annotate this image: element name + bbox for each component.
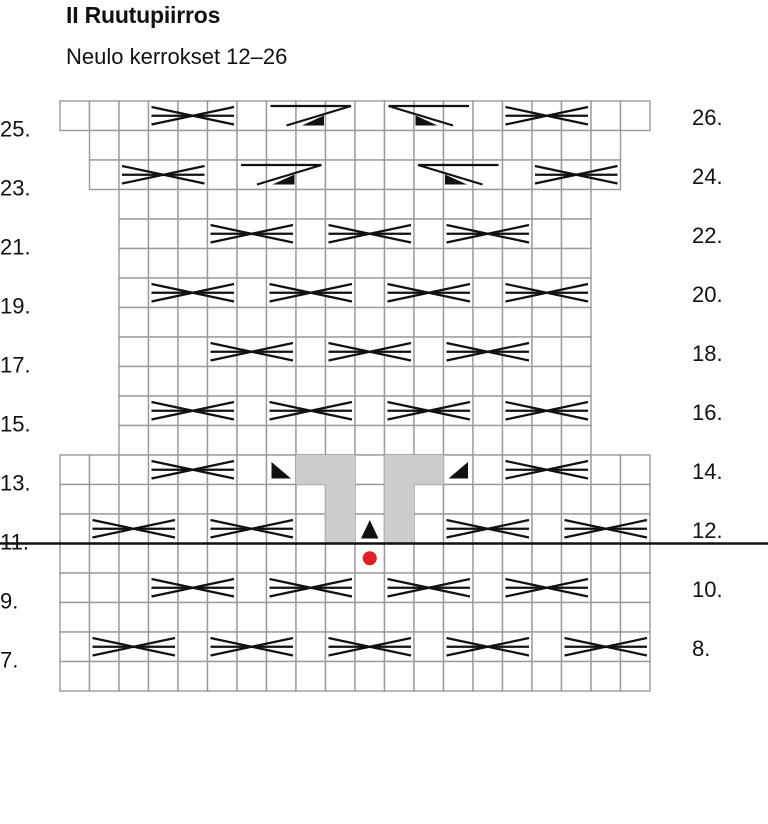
shaded-cell xyxy=(326,514,356,544)
grid-cell xyxy=(267,455,297,485)
grid-cell xyxy=(237,573,267,603)
grid-cell xyxy=(503,544,533,574)
grid-cell xyxy=(621,455,651,485)
grid-cell xyxy=(149,190,179,220)
grid-cell xyxy=(178,632,208,662)
grid-cell xyxy=(414,219,444,249)
grid-cell xyxy=(178,308,208,338)
grid-cell xyxy=(355,396,385,426)
grid-cell xyxy=(414,190,444,220)
row-label-22: 22. xyxy=(692,223,723,248)
grid-cell xyxy=(355,308,385,338)
grid-cell xyxy=(444,544,474,574)
grid-cell xyxy=(355,426,385,456)
grid-cell xyxy=(355,573,385,603)
grid-cell xyxy=(621,485,651,515)
grid-cell xyxy=(444,367,474,397)
grid-cell xyxy=(149,337,179,367)
grid-cell xyxy=(119,367,149,397)
grid-cell xyxy=(296,337,326,367)
grid-cell xyxy=(355,249,385,279)
grid-cell xyxy=(149,603,179,633)
grid-cell xyxy=(326,308,356,338)
grid-cell xyxy=(208,662,238,692)
row-label-21: 21. xyxy=(0,234,31,260)
grid-cell xyxy=(532,544,562,574)
grid-cells xyxy=(60,101,650,691)
grid-cell xyxy=(119,219,149,249)
grid-cell xyxy=(208,308,238,338)
row-label-11: 11. xyxy=(0,529,29,555)
grid-cell xyxy=(178,485,208,515)
grid-cell xyxy=(355,160,385,190)
grid-cell xyxy=(267,662,297,692)
grid-cell xyxy=(326,160,356,190)
grid-cell xyxy=(119,101,149,131)
grid-cell xyxy=(60,101,90,131)
grid-cell xyxy=(503,249,533,279)
grid-cell xyxy=(532,367,562,397)
grid-cell xyxy=(237,190,267,220)
grid-cell xyxy=(237,662,267,692)
grid-cell xyxy=(296,219,326,249)
grid-cell xyxy=(562,337,592,367)
grid-cell xyxy=(355,131,385,161)
grid-cell xyxy=(296,249,326,279)
grid-cell xyxy=(119,278,149,308)
grid-cell xyxy=(355,367,385,397)
grid-cell xyxy=(473,131,503,161)
grid-cell xyxy=(119,190,149,220)
grid-cell xyxy=(355,485,385,515)
grid-cell xyxy=(178,603,208,633)
grid-cell xyxy=(90,160,120,190)
grid-cell xyxy=(444,455,474,485)
grid-cell xyxy=(414,426,444,456)
row-label-18: 18. xyxy=(692,341,723,366)
grid-cell xyxy=(119,396,149,426)
grid-cell xyxy=(532,131,562,161)
grid-cell xyxy=(60,544,90,574)
chart-title: II Ruutupiirros xyxy=(66,2,221,28)
grid-cell xyxy=(562,485,592,515)
grid-cell xyxy=(503,485,533,515)
grid-cell xyxy=(473,662,503,692)
grid-cell xyxy=(149,485,179,515)
grid-cell xyxy=(532,485,562,515)
grid-cell xyxy=(149,426,179,456)
grid-cell xyxy=(414,603,444,633)
grid-cell xyxy=(473,485,503,515)
grid-cell xyxy=(119,662,149,692)
grid-cell xyxy=(296,514,326,544)
grid-cell xyxy=(296,131,326,161)
grid-cell xyxy=(562,544,592,574)
grid-cell xyxy=(90,603,120,633)
grid-cell xyxy=(208,160,238,190)
grid-cell xyxy=(473,308,503,338)
shaded-cell xyxy=(385,455,415,485)
grid-cell xyxy=(532,514,562,544)
grid-cell xyxy=(178,337,208,367)
grid-cell xyxy=(326,131,356,161)
grid-cell xyxy=(473,426,503,456)
grid-cell xyxy=(326,544,356,574)
grid-cell xyxy=(473,101,503,131)
grid-cell xyxy=(355,278,385,308)
grid-cell xyxy=(562,603,592,633)
grid-cell xyxy=(414,632,444,662)
grid-cell xyxy=(385,131,415,161)
row-label-13: 13. xyxy=(0,470,31,496)
grid-cell xyxy=(562,308,592,338)
grid-cell xyxy=(326,603,356,633)
grid-cell xyxy=(149,367,179,397)
grid-cell xyxy=(621,662,651,692)
grid-cell xyxy=(503,190,533,220)
grid-cell xyxy=(296,426,326,456)
shaded-cell xyxy=(326,485,356,515)
grid-cell xyxy=(119,573,149,603)
grid-cell xyxy=(90,485,120,515)
grid-cell xyxy=(444,485,474,515)
row-label-26: 26. xyxy=(692,105,723,130)
grid-cell xyxy=(149,308,179,338)
grid-cell xyxy=(178,249,208,279)
grid-cell xyxy=(60,455,90,485)
grid-cell xyxy=(444,249,474,279)
grid-cell xyxy=(296,544,326,574)
grid-cell xyxy=(237,396,267,426)
shaded-cell xyxy=(326,455,356,485)
grid-cell xyxy=(326,662,356,692)
grid-cell xyxy=(267,367,297,397)
grid-cell xyxy=(385,249,415,279)
grid-cell xyxy=(562,367,592,397)
grid-cell xyxy=(503,160,533,190)
grid-cell xyxy=(326,367,356,397)
grid-cell xyxy=(119,131,149,161)
grid-cell xyxy=(562,662,592,692)
grid-cell xyxy=(296,190,326,220)
grid-cell xyxy=(473,278,503,308)
grid-cell xyxy=(444,308,474,338)
grid-cell xyxy=(237,603,267,633)
grid-cell xyxy=(267,603,297,633)
row-label-25: 25. xyxy=(0,116,31,142)
row-label-12: 12. xyxy=(692,518,723,543)
grid-cell xyxy=(119,485,149,515)
grid-cell xyxy=(119,426,149,456)
grid-cell xyxy=(532,249,562,279)
grid-cell xyxy=(149,544,179,574)
row-label-23: 23. xyxy=(0,175,31,201)
grid-cell xyxy=(532,337,562,367)
grid-cell xyxy=(532,308,562,338)
row-label-15: 15. xyxy=(0,411,31,437)
grid-cell xyxy=(208,367,238,397)
grid-cell xyxy=(355,662,385,692)
grid-cell xyxy=(208,190,238,220)
shaded-cell xyxy=(385,514,415,544)
grid-cell xyxy=(90,573,120,603)
grid-cell xyxy=(562,249,592,279)
grid-cell xyxy=(591,485,621,515)
grid-cell xyxy=(385,367,415,397)
grid-cell xyxy=(178,544,208,574)
grid-cell xyxy=(208,426,238,456)
grid-cell xyxy=(503,662,533,692)
grid-cell xyxy=(149,662,179,692)
grid-cell xyxy=(385,603,415,633)
row-label-20: 20. xyxy=(692,282,723,307)
row-label-7: 7. xyxy=(0,647,19,673)
shaded-cell xyxy=(385,485,415,515)
row-label-9: 9. xyxy=(0,588,19,614)
grid-cell xyxy=(591,662,621,692)
grid-cell xyxy=(267,485,297,515)
grid-cell xyxy=(562,190,592,220)
grid-cell xyxy=(414,337,444,367)
grid-cell xyxy=(90,662,120,692)
grid-cell xyxy=(473,367,503,397)
grid-cell xyxy=(296,603,326,633)
grid-cell xyxy=(414,544,444,574)
row-label-8: 8. xyxy=(692,636,711,661)
grid-cell xyxy=(237,308,267,338)
grid-cell xyxy=(119,455,149,485)
grid-cell xyxy=(503,426,533,456)
grid-cell xyxy=(591,101,621,131)
grid-cell xyxy=(591,131,621,161)
grid-cell xyxy=(326,249,356,279)
grid-cell xyxy=(562,219,592,249)
grid-cell xyxy=(237,249,267,279)
grid-cell xyxy=(414,367,444,397)
row-label-24: 24. xyxy=(692,164,723,189)
grid-cell xyxy=(149,249,179,279)
grid-cell xyxy=(296,662,326,692)
grid-cell xyxy=(473,249,503,279)
grid-cell xyxy=(532,603,562,633)
grid-cell xyxy=(90,455,120,485)
grid-cell xyxy=(90,544,120,574)
grid-cell xyxy=(385,426,415,456)
grid-cell xyxy=(444,131,474,161)
grid-cell xyxy=(178,219,208,249)
grid-cell xyxy=(414,514,444,544)
grid-cell xyxy=(532,662,562,692)
grid-cell xyxy=(503,367,533,397)
grid-cell xyxy=(355,190,385,220)
grid-cell xyxy=(503,308,533,338)
grid-cell xyxy=(60,662,90,692)
grid-cell xyxy=(296,485,326,515)
row-label-14: 14. xyxy=(692,459,723,484)
grid-cell xyxy=(208,603,238,633)
grid-cell xyxy=(532,219,562,249)
grid-cell xyxy=(208,249,238,279)
shaded-cell xyxy=(296,455,326,485)
grid-cell xyxy=(267,426,297,456)
grid-cell xyxy=(591,603,621,633)
grid-cell xyxy=(444,662,474,692)
grid-cell xyxy=(444,603,474,633)
grid-cell xyxy=(385,544,415,574)
grid-cell xyxy=(208,131,238,161)
grid-cell xyxy=(178,131,208,161)
grid-cell xyxy=(562,426,592,456)
row-label-16: 16. xyxy=(692,400,723,425)
grid-cell xyxy=(178,367,208,397)
grid-cell xyxy=(414,662,444,692)
grid-cell xyxy=(119,337,149,367)
grid-cell xyxy=(60,573,90,603)
grid-cell xyxy=(237,426,267,456)
grid-cell xyxy=(473,603,503,633)
grid-cell xyxy=(591,544,621,574)
grid-cell xyxy=(119,308,149,338)
grid-cell xyxy=(237,278,267,308)
grid-cell xyxy=(385,160,415,190)
grid-cell xyxy=(473,544,503,574)
grid-cell xyxy=(414,485,444,515)
chart-subtitle: Neulo kerrokset 12–26 xyxy=(66,44,288,69)
grid-cell xyxy=(444,190,474,220)
grid-cell xyxy=(473,190,503,220)
grid-cell xyxy=(503,603,533,633)
grid-cell xyxy=(296,308,326,338)
row-label-10: 10. xyxy=(692,577,723,602)
grid-cell xyxy=(503,131,533,161)
grid-cell xyxy=(60,485,90,515)
grid-cell xyxy=(355,101,385,131)
grid-cell xyxy=(414,249,444,279)
grid-cell xyxy=(60,514,90,544)
grid-cell xyxy=(90,101,120,131)
grid-cell xyxy=(414,308,444,338)
grid-cell xyxy=(119,603,149,633)
grid-cell xyxy=(326,426,356,456)
grid-cell xyxy=(591,573,621,603)
grid-cell xyxy=(119,544,149,574)
grid-cell xyxy=(296,632,326,662)
grid-cell xyxy=(178,662,208,692)
grid-cell xyxy=(621,573,651,603)
grid-cell xyxy=(385,662,415,692)
grid-cell xyxy=(178,190,208,220)
grid-cell xyxy=(532,190,562,220)
grid-cell xyxy=(355,455,385,485)
grid-cell xyxy=(149,131,179,161)
grid-cell xyxy=(237,131,267,161)
grid-cell xyxy=(237,101,267,131)
grid-cell xyxy=(621,101,651,131)
grid-cell xyxy=(149,219,179,249)
grid-cell xyxy=(267,190,297,220)
grid-cell xyxy=(267,249,297,279)
grid-cell xyxy=(473,396,503,426)
grid-cell xyxy=(208,544,238,574)
grid-cell xyxy=(90,131,120,161)
grid-cell xyxy=(385,190,415,220)
grid-cell xyxy=(60,603,90,633)
grid-cell xyxy=(385,308,415,338)
grid-cell xyxy=(326,190,356,220)
grid-cell xyxy=(178,514,208,544)
grid-cell xyxy=(60,632,90,662)
grid-cell xyxy=(208,485,238,515)
grid-cell xyxy=(237,544,267,574)
grid-cell xyxy=(591,455,621,485)
grid-cell xyxy=(621,603,651,633)
grid-cell xyxy=(355,603,385,633)
grid-cell xyxy=(621,544,651,574)
row-label-17: 17. xyxy=(0,352,31,378)
grid-cell xyxy=(267,131,297,161)
grid-cell xyxy=(473,455,503,485)
grid-cell xyxy=(532,426,562,456)
row-label-19: 19. xyxy=(0,293,31,319)
grid-cell xyxy=(296,367,326,397)
grid-cell xyxy=(562,131,592,161)
grid-cell xyxy=(473,573,503,603)
grid-cell xyxy=(414,131,444,161)
shaded-cell xyxy=(414,455,444,485)
grid-cell xyxy=(532,632,562,662)
grid-cell xyxy=(267,544,297,574)
grid-cell xyxy=(237,367,267,397)
grid-cell xyxy=(237,485,267,515)
start-dot xyxy=(363,551,377,565)
grid-cell xyxy=(237,455,267,485)
grid-cell xyxy=(267,308,297,338)
grid-cell xyxy=(444,426,474,456)
grid-cell xyxy=(178,426,208,456)
grid-cell xyxy=(119,249,149,279)
